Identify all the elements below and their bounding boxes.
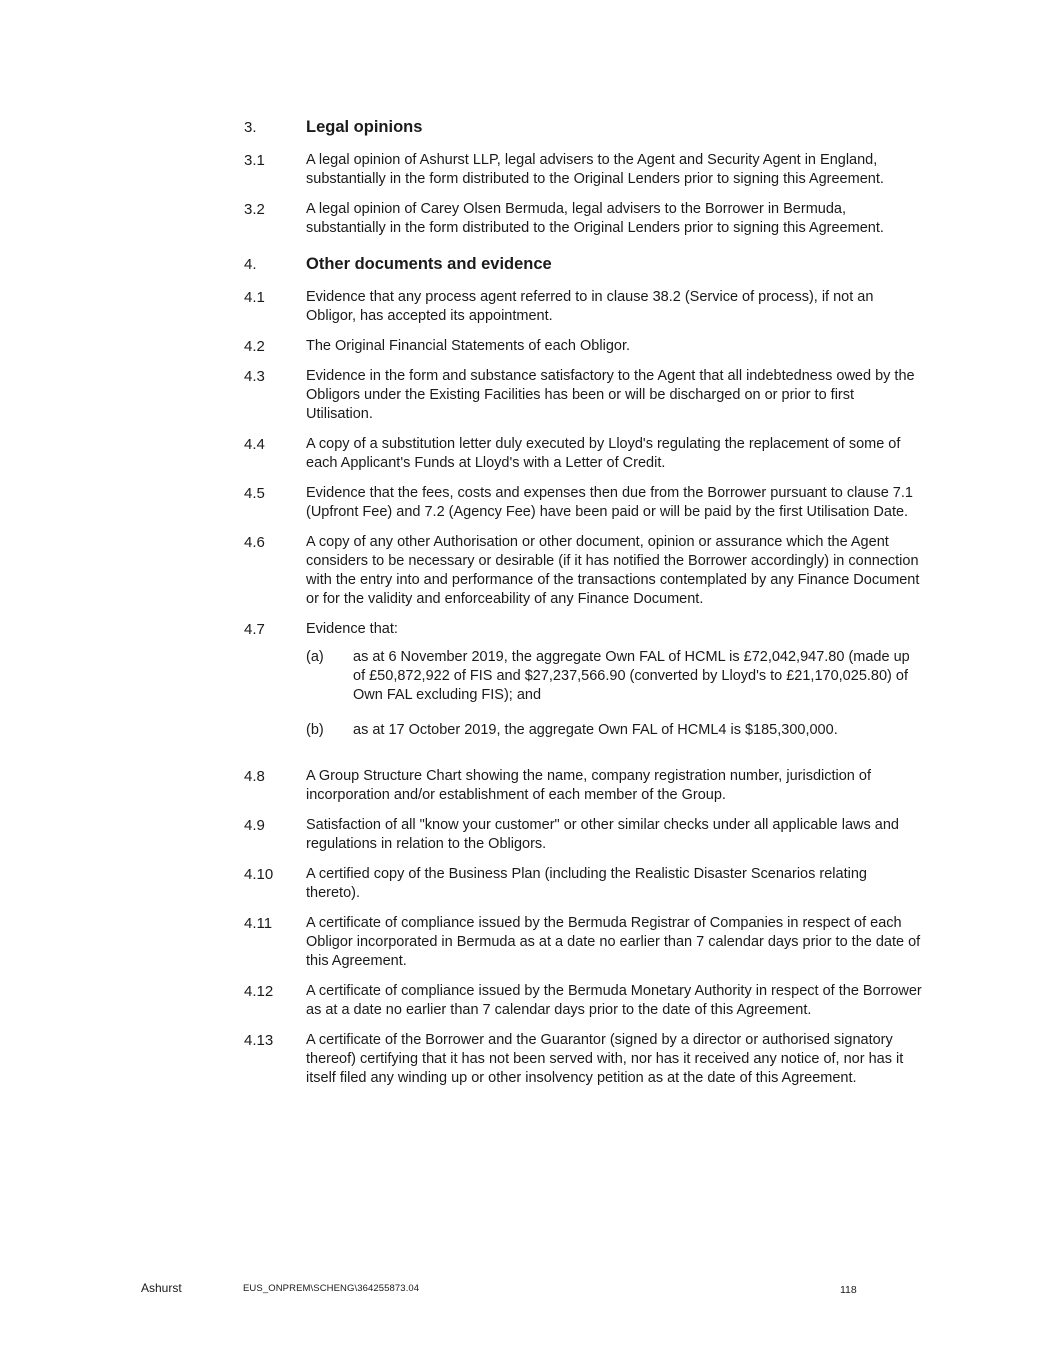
clause-text: A legal opinion of Ashurst LLP, legal advisers to the Agent and Security Agent in England, substantially in the form distributed to the Original Lenders prior to signing this Agreement. — [306, 152, 884, 187]
clause-number: 4.9 — [244, 817, 265, 834]
clause-body — [306, 620, 924, 756]
subclause-list — [306, 648, 924, 740]
clause-number: 4.6 — [244, 534, 265, 551]
clause-text: Evidence that any process agent referred to in clause 38.2 (Service of process), if not an Obligor, has accepted its appointment. — [306, 289, 874, 324]
clause — [244, 620, 924, 756]
footer-firm-name: Ashurst — [141, 1281, 182, 1295]
clause-text: Evidence that the fees, costs and expenses then due from the Borrower pursuant to clause 7.1 (Upfront Fee) and 7.2 (Agency Fee) have been paid or will be paid by the first Utilisation Date. — [306, 485, 913, 520]
clause-number: 4.13 — [244, 1032, 274, 1049]
subclause — [306, 721, 924, 740]
footer-document-reference: EUS_ONPREM\SCHENG\364255873.04 — [243, 1283, 420, 1294]
section-number: 4. — [244, 256, 257, 273]
subclause-number: (b) — [306, 722, 324, 738]
clause-number: 4.12 — [244, 983, 274, 1000]
footer-page-number: 118 — [840, 1284, 857, 1296]
section-heading — [244, 255, 924, 274]
clause — [244, 367, 924, 424]
clause-text: The Original Financial Statements of each Obligor. — [306, 338, 630, 354]
clause-number: 3.1 — [244, 152, 265, 169]
clause-number: 4.7 — [244, 621, 265, 638]
clause-text: A Group Structure Chart showing the name, company registration number, jurisdiction of incorporation and/or establishment of each member of the Group. — [306, 768, 871, 803]
clause-text: Satisfaction of all "know your customer" or other similar checks under all applicable laws and regulations in relation to the Obligors. — [306, 817, 899, 852]
subclause-text: as at 6 November 2019, the aggregate Own FAL of HCML is £72,042,947.80 (made up of £50,872,922 of FIS and $27,237,566.90 (converted by Lloyd's to £21,170,025.80) of Own FAL excluding FIS); and — [353, 649, 910, 703]
section-title: Other documents and evidence — [306, 255, 552, 273]
clause-number: 4.4 — [244, 436, 265, 453]
clause — [244, 914, 924, 971]
clause-number: 4.1 — [244, 289, 265, 306]
clause-number: 4.8 — [244, 768, 265, 785]
clause-text: A copy of any other Authorisation or other document, opinion or assurance which the Agent considers to be necessary or desirable (if it has notified the Borrower accordingly) in connection with the entry into and performance of the transactions contemplated by any Finance Document or for the validity and enforceability of any Finance Document. — [306, 534, 920, 607]
clause-number: 4.11 — [244, 915, 273, 932]
clause — [244, 1031, 924, 1088]
clause-number: 4.2 — [244, 338, 265, 355]
clause — [244, 816, 924, 854]
clause — [244, 200, 924, 238]
clause-text: A legal opinion of Carey Olsen Bermuda, legal advisers to the Borrower in Bermuda, substantially in the form distributed to the Original Lenders prior to signing this Agreement. — [306, 201, 884, 236]
clause-number: 4.3 — [244, 368, 265, 385]
clause — [244, 288, 924, 326]
clause-text: A certificate of the Borrower and the Guarantor (signed by a director or authorised signatory thereof) certifying that it has not been served with, nor has it received any notice of, nor has it itself filed any winding up or other insolvency petition as at the date of this Agreement. — [306, 1032, 904, 1086]
clause-text: Evidence in the form and substance satisfactory to the Agent that all indebtedness owed by the Obligors under the Existing Facilities has been or will be discharged on or prior to first Utilisation. — [306, 368, 915, 422]
clause-text: A certified copy of the Business Plan (including the Realistic Disaster Scenarios relating thereto). — [306, 866, 867, 901]
clause — [244, 533, 924, 609]
section-number: 3. — [244, 119, 257, 136]
clause — [244, 767, 924, 805]
section-heading — [244, 118, 924, 137]
clause — [244, 151, 924, 189]
document-body — [244, 118, 924, 1099]
clause — [244, 982, 924, 1020]
subclause — [306, 648, 924, 705]
clause-text: A certificate of compliance issued by the Bermuda Registrar of Companies in respect of each Obligor incorporated in Bermuda as at a date no earlier than 7 calendar days prior to the date of this Agreement. — [306, 915, 921, 969]
subclause-text: as at 17 October 2019, the aggregate Own FAL of HCML4 is $185,300,000. — [353, 722, 838, 738]
subclause-number: (a) — [306, 649, 324, 665]
clause — [244, 337, 924, 356]
clause-number: 4.10 — [244, 866, 274, 883]
clause-number: 3.2 — [244, 201, 265, 218]
clause-text: Evidence that: — [306, 621, 398, 637]
clause-text: A certificate of compliance issued by the Bermuda Monetary Authority in respect of the Borrower as at a date no earlier than 7 calendar days prior to the date of this Agreement. — [306, 983, 922, 1018]
clause-number: 4.5 — [244, 485, 265, 502]
clause — [244, 435, 924, 473]
section-title: Legal opinions — [306, 118, 423, 136]
clause — [244, 865, 924, 903]
clause-text: A copy of a substitution letter duly executed by Lloyd's regulating the replacement of some of each Applicant's Funds at Lloyd's with a Letter of Credit. — [306, 436, 901, 471]
clause — [244, 484, 924, 522]
